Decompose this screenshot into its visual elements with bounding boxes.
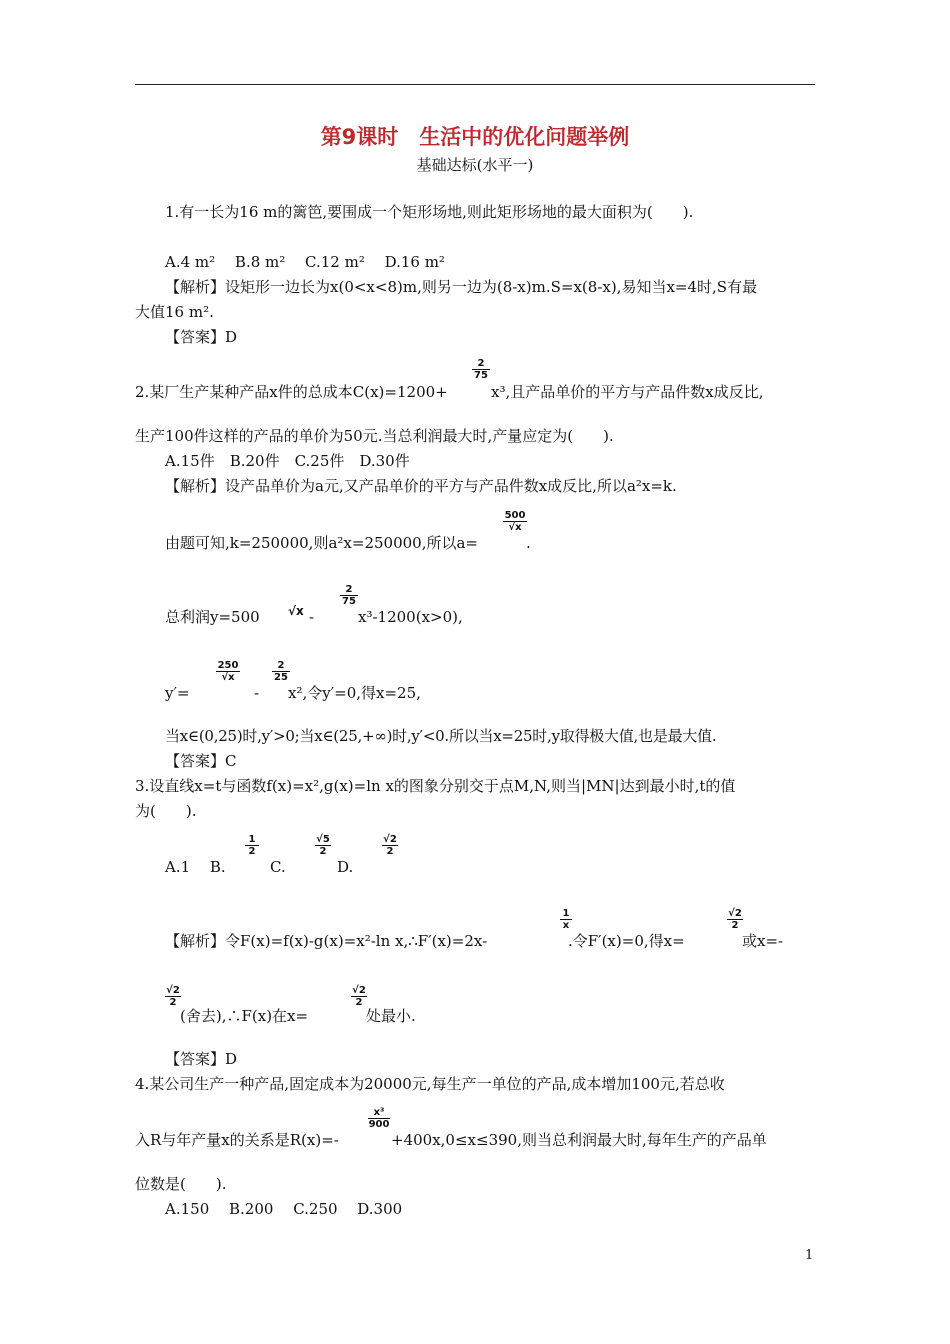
fraction-numerator: 1: [248, 834, 256, 845]
q3-option-d-fraction: [382, 834, 398, 857]
q4-revenue-fraction: [368, 1107, 390, 1130]
fraction-numerator: 2: [477, 358, 485, 369]
fraction-denominator: 75: [472, 369, 490, 381]
q2-price-fraction: [503, 510, 527, 533]
q3-analysis-e: 处最小.: [366, 1007, 416, 1025]
fraction-numerator: 500: [504, 510, 526, 521]
q3-option-c-fraction: [315, 834, 331, 857]
q2-profit-b: x³-1200(x>0),: [358, 608, 463, 626]
q2-derivative-b: x²,令y′=0,得x=25,: [288, 684, 421, 702]
q3-answer: 【答案】D: [165, 1050, 238, 1068]
q3-stem-line1: 3.设直线x=t与函数f(x)=x²,g(x)=ln x的图象分别交于点M,N,则当|MN|达到最小时,t的值: [135, 777, 736, 795]
fraction-numerator: 250: [217, 660, 239, 671]
q1-analysis-line1: 【解析】设矩形一边长为x(0<x<8)m,则另一边为(8-x)m.S=x(8-x),易知当x=4时,S有最: [165, 278, 758, 296]
q4-options: A.150 B.200 C.250 D.300: [165, 1200, 403, 1218]
q2-conclusion: 当x∈(0,25)时,y′>0;当x∈(25,+∞)时,y′<0.所以当x=25时,y取得极大值,也是最大值.: [165, 727, 717, 745]
q3-option-c-label: C.: [270, 858, 286, 876]
fraction-numerator: 2: [277, 660, 285, 671]
fraction-denominator: 2: [351, 996, 367, 1008]
fraction-numerator: √2: [383, 834, 397, 845]
fraction-numerator: 1: [562, 908, 570, 919]
q2-derivative-fraction-1: [216, 660, 240, 683]
page-number: 1: [805, 1248, 814, 1263]
q3-option-a: A.1 B.: [165, 858, 226, 876]
fraction-denominator: √x: [216, 671, 240, 683]
page-subtitle: 基础达标(水平一): [416, 156, 534, 174]
q2-stem-line2: 生产100件这样的产品的单价为50元.当总利润最大时,产量应定为( ).: [135, 427, 614, 445]
fraction-denominator: 2: [165, 996, 181, 1008]
q1-stem: 1.有一长为16 m的篱笆,要围成一个矩形场地,则此矩形场地的最大面积为( ).: [165, 203, 694, 221]
fraction-denominator: 2: [727, 919, 743, 931]
q2-analysis-line1: 【解析】设产品单价为a元,又产品单价的平方与产品件数x成反比,所以a²x=k.: [165, 477, 677, 495]
q2-stem-line1-b: x³,且产品单价的平方与产品件数x成反比,: [491, 383, 764, 401]
fraction-numerator: √2: [352, 985, 366, 996]
q3-analysis-d: (舍去),∴F(x)在x=: [180, 1007, 309, 1025]
fraction-denominator: x: [560, 919, 572, 931]
fraction-numerator: 2: [345, 584, 353, 595]
q2-analysis-line2: 由题可知,k=250000,则a²x=250000,所以a=: [165, 534, 478, 552]
q4-stem-line2-a: 入R与年产量x的关系是R(x)=-: [135, 1131, 339, 1149]
fraction-numerator: √2: [728, 908, 742, 919]
fraction-denominator: 25: [272, 671, 290, 683]
q2-derivative-minus: -: [254, 684, 260, 702]
fraction-denominator: 2: [382, 845, 398, 857]
fraction-numerator: x³: [373, 1107, 385, 1118]
q4-stem-line1: 4.某公司生产一种产品,固定成本为20000元,每生产一单位的产品,成本增加100元,若总收: [135, 1075, 725, 1093]
q3-option-b-fraction: [245, 834, 259, 857]
fraction-denominator: 75: [340, 595, 358, 607]
q3-analysis-a: 【解析】令F(x)=f(x)-g(x)=x²-ln x,∴F′(x)=2x-: [165, 932, 488, 950]
fraction-denominator: 900: [368, 1119, 390, 1130]
q3-option-d-label: D.: [337, 858, 354, 876]
q2-profit-a: 总利润y=500: [165, 608, 260, 626]
q3-root-fraction-3: [351, 985, 367, 1008]
q3-root-fraction-2: [165, 985, 181, 1008]
q2-profit-fraction: [340, 584, 358, 607]
fraction-denominator: √x: [503, 521, 527, 533]
page-title: 第9课时 生活中的优化问题举例: [320, 125, 630, 149]
q3-analysis-c: 或x=-: [742, 932, 784, 950]
fraction-numerator: √2: [166, 985, 180, 996]
fraction-numerator: √5: [316, 834, 330, 845]
q4-stem-line2-b: +400x,0≤x≤390,则当总利润最大时,每年生产的产品单: [391, 1131, 767, 1149]
q3-reciprocal-fraction: [560, 908, 572, 931]
q4-stem-line3: 位数是( ).: [135, 1175, 227, 1193]
q2-stem-line1-a: 2.某厂生产某种产品x件的总成本C(x)=1200+: [135, 383, 448, 401]
q2-period: .: [526, 534, 531, 552]
q3-analysis-b: .令F′(x)=0,得x=: [568, 932, 685, 950]
q2-options: A.15件 B.20件 C.25件 D.30件: [165, 452, 410, 470]
fraction-denominator: 2: [245, 845, 259, 857]
q2-derivative-fraction-2: [272, 660, 290, 683]
q1-analysis-line2: 大值16 m².: [135, 303, 214, 321]
q3-root-fraction-1: [727, 908, 743, 931]
q3-stem-line2: 为( ).: [135, 802, 197, 820]
q2-answer: 【答案】C: [165, 752, 237, 770]
q1-options: A.4 m² B.8 m² C.12 m² D.16 m²: [165, 253, 445, 271]
q2-profit-sqrt: √x: [288, 604, 304, 618]
q2-derivative-a: y′=: [165, 684, 190, 702]
q2-cost-fraction: [472, 358, 490, 381]
header-rule: [135, 84, 815, 85]
q1-answer: 【答案】D: [165, 328, 238, 346]
q2-profit-minus: -: [309, 608, 315, 626]
fraction-denominator: 2: [315, 845, 331, 857]
